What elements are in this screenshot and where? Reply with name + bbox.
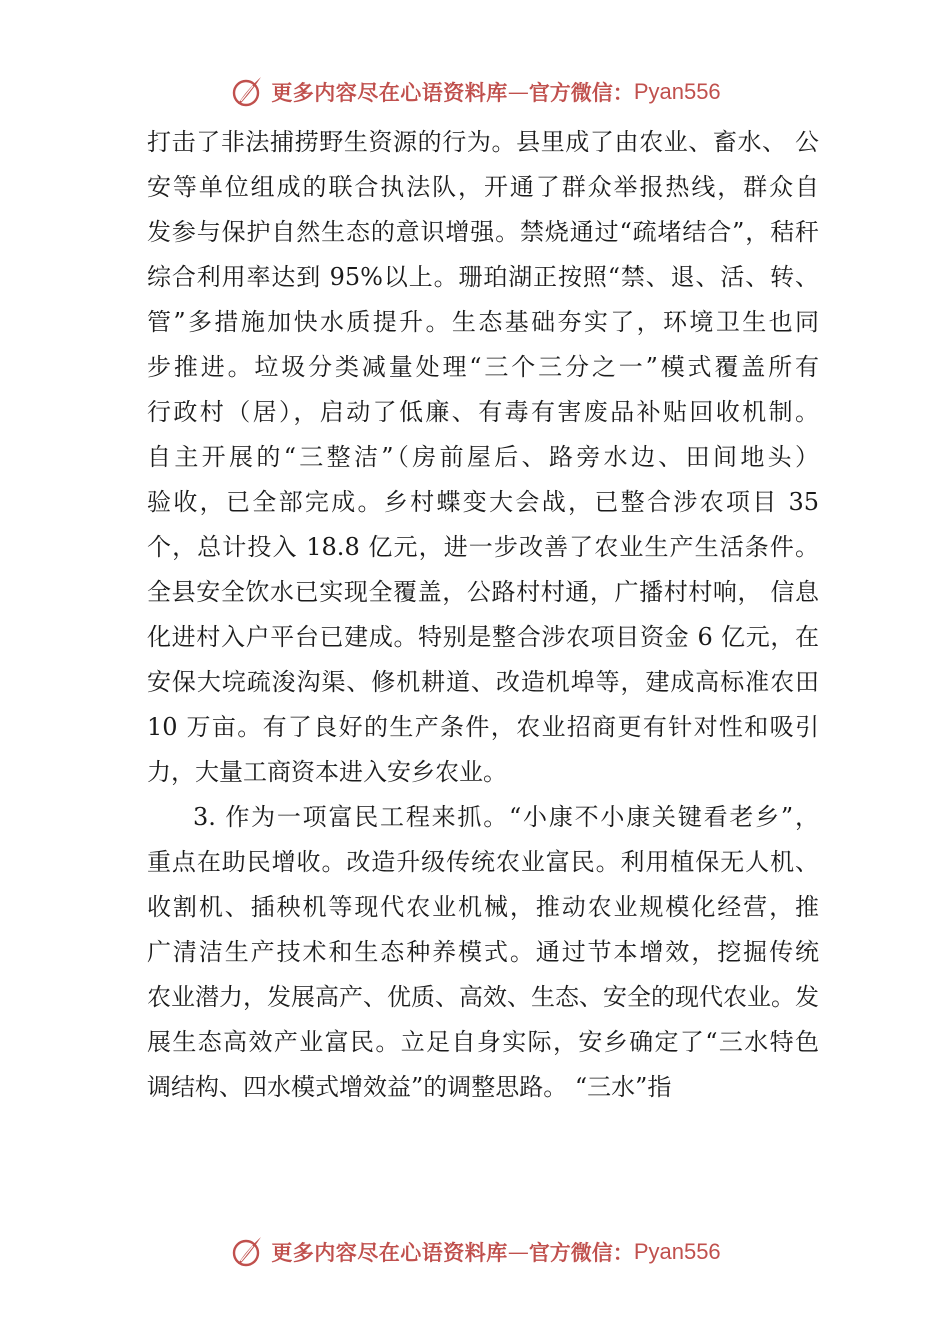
- text-line: 自主开展的“三整洁”（房前屋后、路旁水边、田间地头）: [147, 443, 819, 471]
- text-line: 发参与保护自然生态的意识增强。禁烧通过“疏堵结合”，秸秆: [147, 218, 819, 246]
- text-line: 综合利用率达到 95%以上。珊珀湖正按照“禁、退、活、转、: [147, 263, 819, 291]
- footer-watermark-banner: [0, 1230, 950, 1274]
- text-line: 调结构、四水模式增效益”的调整思路。 “三水”指: [147, 1073, 672, 1101]
- banner-wechat-id: Pyan556: [633, 1239, 721, 1264]
- banner-wechat-label: 官方微信：: [528, 1240, 634, 1265]
- text-line: 验收，已全部完成。乡村蝶变大会战，已整合涉农项目 35: [147, 488, 819, 516]
- text-line: 步推进。垃圾分类减量处理“三个三分之一”模式覆盖所有: [147, 353, 819, 381]
- text-line: 农业潜力，发展高产、优质、高效、生态、安全的现代农业。发: [147, 983, 819, 1011]
- text-line: 打击了非法捕捞野生资源的行为。县里成了由农业、畜水、 公: [147, 128, 819, 156]
- header-watermark-banner: [0, 70, 950, 114]
- text-line: 展生态高效产业富民。立足自身实际，安乡确定了“三水特色: [147, 1028, 819, 1056]
- banner-wechat-label: 官方微信：: [528, 80, 634, 105]
- text-line: 广清洁生产技术和生态种养模式。通过节本增效，挖掘传统: [147, 938, 819, 966]
- banner-wechat-id: Pyan556: [633, 79, 721, 104]
- banner-main-text: 更多内容尽在心语资料库: [271, 1240, 508, 1265]
- banner-main-text: 更多内容尽在心语资料库: [271, 80, 508, 105]
- text-line: 行政村（居），启动了低廉、有毒有害废品补贴回收机制。: [147, 398, 819, 426]
- text-line: 全县安全饮水已实现全覆盖，公路村村通，广播村村响， 信息: [147, 578, 819, 606]
- text-line: 10 万亩。有了良好的生产条件，农业招商更有针对性和吸引: [147, 713, 819, 741]
- text-line: 化进村入户平台已建成。特别是整合涉农项目资金 6 亿元，在: [147, 623, 819, 651]
- text-line: 个，总计投入 18.8 亿元，进一步改善了农业生产生活条件。: [147, 533, 819, 561]
- text-line: 重点在助民增收。改造升级传统农业富民。利用植保无人机、: [147, 848, 819, 876]
- quill-pen-seal-icon: [229, 1234, 265, 1270]
- text-line: 力，大量工商资本进入安乡农业。: [147, 758, 507, 786]
- text-line: 安保大垸疏浚沟渠、修机耕道、改造机埠等，建成高标准农田: [147, 668, 819, 696]
- text-line: 安等单位组成的联合执法队，开通了群众举报热线，群众自: [147, 173, 819, 201]
- text-line: 收割机、插秧机等现代农业机械，推动农业规模化经营，推: [147, 893, 819, 921]
- document-body: [147, 120, 819, 1110]
- quill-pen-seal-icon: [229, 74, 265, 110]
- section-heading-line: 3. 作为一项富民工程来抓。“小康不小康关键看老乡”，: [193, 803, 819, 831]
- banner-separator: —: [507, 1240, 529, 1264]
- banner-separator: —: [507, 80, 529, 104]
- text-line: 管”多措施加快水质提升。生态基础夯实了，环境卫生也同: [147, 308, 819, 336]
